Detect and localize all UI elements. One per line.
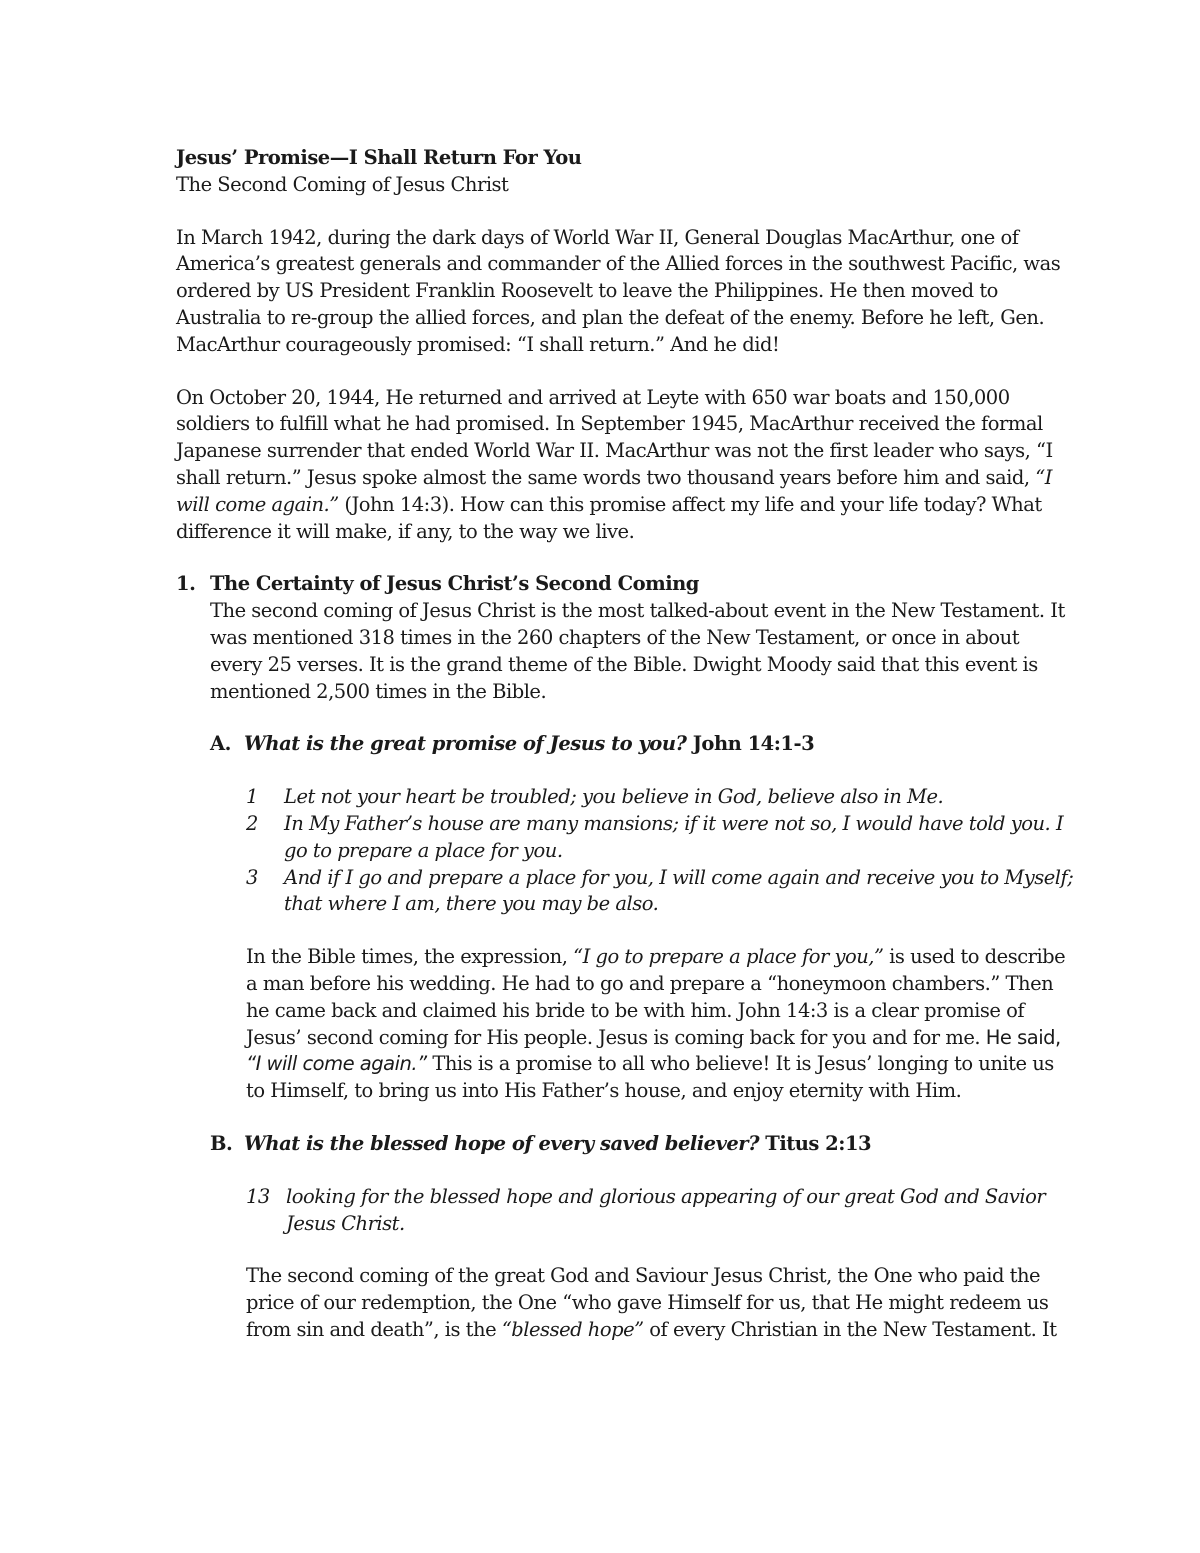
verse-text: In My Father’s house are many mansions; if it were not so, I would have told you. I go to prepare a place for you. (284, 811, 1064, 862)
verse-list-b (176, 1184, 1076, 1238)
subsection-b-reference: Titus 2:13 (759, 1131, 872, 1155)
body-text: This is a promise to all who believe! It is Jesus’ longing to unite us to Himself, to bring us into His Father’s house, and enjoy eternity with Him. (246, 1052, 1054, 1103)
subsection-b-heading (176, 1131, 1076, 1158)
verse-list-a (176, 784, 1076, 918)
document-subtitle: The Second Coming of Jesus Christ (176, 172, 509, 196)
subsection-a-title (244, 731, 814, 758)
subsection-a-reference: John 14:1-3 (686, 732, 815, 756)
section-1-heading (176, 571, 1076, 598)
verse-text: looking for the blessed hope and glorious appearing of our great God and Savior Jesus Christ. (286, 1184, 1046, 1235)
intro-2-quote: “I will come again.” (176, 465, 1052, 516)
verse-number: 2 (246, 811, 258, 835)
intro-2-text-after: (John 14:3). How can this promise affect my life and your life today? What difference it will make, if any, to the way we live. (176, 492, 1042, 543)
document-title: Jesus’ Promise—I Shall Return For You (176, 146, 582, 169)
verse-item (246, 811, 1076, 865)
section-1-number: 1. (176, 572, 196, 596)
verse-item (246, 1184, 1076, 1238)
body-text: In the Bible times, the expression, (246, 945, 574, 969)
verse-text: And if I go and prepare a place for you, I will come again and receive you to Myself; that where I am, there you may be also. (284, 865, 1074, 916)
subsection-b-letter: B. (210, 1131, 233, 1155)
body-text: The second coming of the great God and Saviour Jesus Christ, the One who paid the price of our redemption, the One “who gave Himself for us, that He might redeem us from sin and death”, is the (246, 1264, 1049, 1341)
verse-item (246, 865, 1076, 919)
subsection-b-title (244, 1131, 871, 1158)
subsection-b-question: What is the blessed hope of every saved believer? (244, 1131, 760, 1155)
intro-paragraph-2 (176, 385, 1076, 546)
section-1-body: The second coming of Jesus Christ is the most talked-about event in the New Testament. It was mentioned 318 times in the 260 chapters of the New Testament, or once in about every 25 verses. It is the grand theme of the Bible. Dwight Moody said that this event is mentioned 2,500 times in the Bible. (210, 599, 1065, 703)
body-text: is used to describe a man before his wedding. He had to go and prepare a “honeymoon chambers.” Then he came back and claimed his bride to be with him. John 14:3 is a clear promise of Jesus’ second coming for His people. Jesus is coming back for you and for me. (246, 945, 1066, 1049)
intro-paragraph-1: In March 1942, during the dark days of World War II, General Douglas MacArthur, one of America’s greatest generals and commander of the Allied forces in the southwest Pacific, was ordered by US President Franklin Roosevelt to leave the Philippines. He then moved to Australia to re-group the allied forces, and plan the defeat of the enemy. Before he left, Gen. MacArthur courageously promised: “I shall return.” And he did! (176, 225, 1061, 356)
body-quote: “I go to prepare a place for you,” (573, 945, 884, 969)
section-1-title: The Certainty of Jesus Christ’s Second Coming (210, 572, 699, 596)
subsection-a-question: What is the great promise of Jesus to you? (244, 732, 687, 756)
document-page (176, 145, 1076, 1344)
subsection-a-letter: A. (210, 732, 231, 756)
verse-text: Let not your heart be troubled; you believe in God, believe also in Me. (284, 785, 944, 809)
intro-2-text: On October 20, 1944, He returned and arrived at Leyte with 650 war boats and 150,000 soldiers to fulfill what he had promised. In September 1945, MacArthur received the formal Japanese surrender that ended World War II. MacArthur was not the first leader who says, “I shall return.” Jesus spoke almost the same words two thousand years before him and said, (176, 385, 1053, 489)
subsection-a-body (176, 944, 1076, 1105)
body-quote: “I will come again.” (246, 1052, 427, 1076)
verse-item (246, 784, 1076, 811)
verse-number: 1 (246, 785, 258, 809)
body-he-said: He said, (985, 1025, 1061, 1049)
verse-number: 3 (246, 865, 258, 889)
body-quote: “blessed hope” (501, 1317, 644, 1341)
body-text: of every Christian in the New Testament. It (643, 1317, 1057, 1341)
verse-number: 13 (246, 1184, 270, 1208)
subsection-a-heading (176, 731, 1076, 758)
subsection-b-body (176, 1263, 1076, 1343)
